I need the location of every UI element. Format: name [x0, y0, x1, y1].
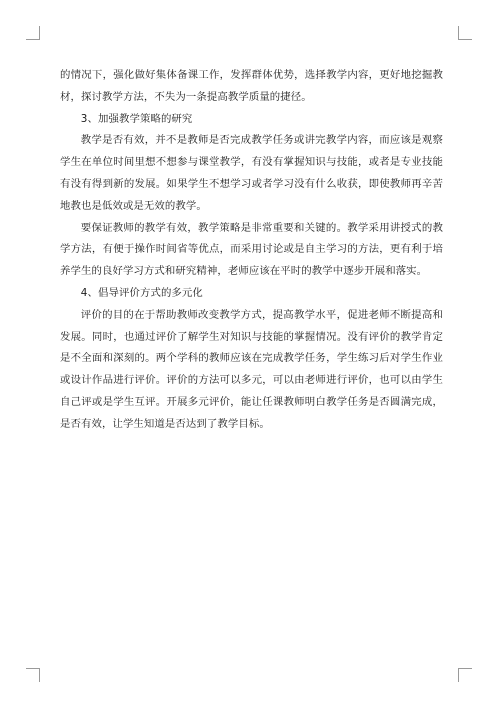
- crop-mark-top-left: [26, 26, 40, 40]
- crop-mark-top-right: [458, 26, 472, 40]
- paragraph-continued: 的情况下，强化做好集体备课工作，发挥群体优势，选择教学内容，更好地挖掘教材，探讨教学方法，不失为一条提高教学质量的捷径。: [60, 69, 443, 103]
- paragraph-effective-teaching: 教学是否有效，并不是教师是否完成教学任务或讲完教学内容，而应该是观察学生在单位时间里想不想参与课堂教学，有没有掌握知识与技能，或者是专业技能有没有得到新的发展。如果学生不想学习或者学习没有什么收获，即使教师再辛苦地教也是低效或是无效的教学。: [60, 134, 443, 212]
- crop-mark-bottom-right: [458, 668, 472, 682]
- paragraph-teaching-strategy: 要保证教师的教学有效，教学策略是非常重要和关键的。教学采用讲授式的教学方法，有便于操作时间省等优点，而采用讨论或是自主学习的方法，更有利于培养学生的良好学习方式和研究精神，老师应该在平时的教学中逐步开展和落实。: [60, 221, 443, 278]
- section-heading-4: 4、倡导评价方式的多元化: [80, 286, 203, 299]
- crop-mark-bottom-left: [26, 668, 40, 682]
- document-body: [60, 65, 443, 436]
- paragraph-evaluation: 评价的目的在于帮助教师改变教学方式，提高教学水平，促进老师不断提高和发展。同时，也通过评价了解学生对知识与技能的掌握情况。没有评价的教学肯定是不全面和深刻的。两个学科的教师应该在完成教学任务，学生练习后对学生作业或设计作品进行评价。评价的方法可以多元，可以由老师进行评价，也可以由学生自己评或是学生互评。开展多元评价，能让任课教师明白教学任务是否圆满完成，是否有效，让学生知道是否达到了教学目标。: [60, 308, 443, 430]
- section-heading-3: 3、加强教学策略的研究: [80, 112, 193, 125]
